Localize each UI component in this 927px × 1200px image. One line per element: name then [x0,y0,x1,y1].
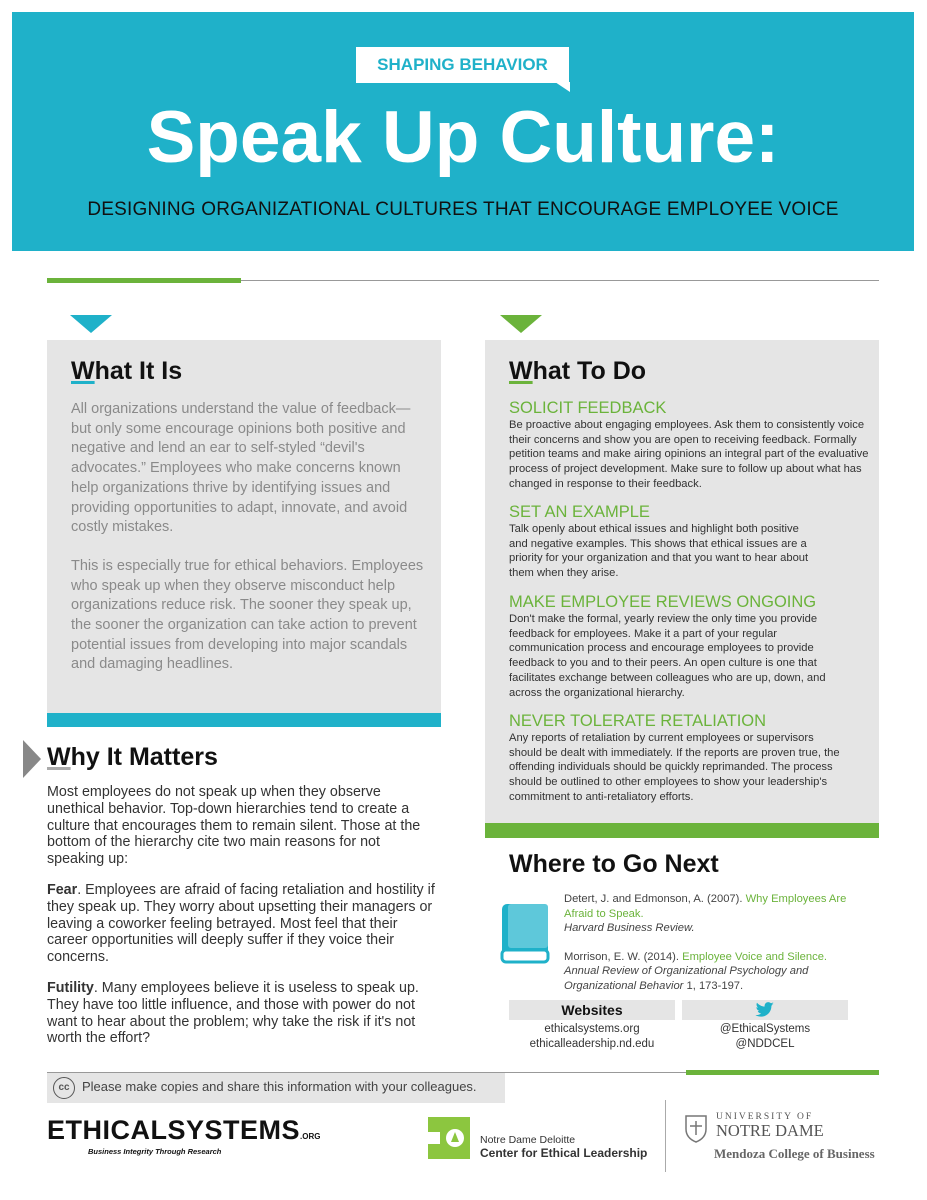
todo-heading: NEVER TOLERATE RETALIATION [509,712,767,730]
todo-body: Talk openly about ethical issues and highlight both positive and negative examples. This shows that ethical issues are a priority for your organization and that you want to hear about them when they arise. [509,523,809,580]
triangle-marker-blue [70,315,112,333]
todo-item [509,593,871,700]
what-it-is-heading: What It Is [71,357,183,385]
what-it-is-text [71,400,426,694]
todo-heading: SOLICIT FEEDBACK [509,399,667,417]
twitter-header [682,1000,848,1020]
university-shield-icon [685,1115,707,1143]
page-subtitle: DESIGNING ORGANIZATIONAL CULTURES THAT ENCOURAGE EMPLOYEE VOICE [87,199,839,220]
ethical-systems-logo: ETHICALSYSTEMS.ORG [47,1115,321,1145]
why-it-matters-text [47,784,439,1061]
arrow-marker [23,740,41,778]
university-line3: Mendoza College of Business [714,1146,875,1161]
paragraph: This is especially true for ethical behaviors. Employees who speak up when they observe misconduct help organizations reduce risk. The sooner they speak up, the sooner the organization can take action to prevent potential issues from developing into major scandals and damaging headlines. [71,557,424,673]
todo-body: Don't make the formal, yearly review the only time you provide feedback for employees. Make it a part of your regular communication process and encourage employees to provide feedback to you and to their peers. An open culture is one that facilitates exchange between colleagues who are up, down, and across the organizational hierarchy. [509,613,826,699]
creative-commons-icon: cc [53,1077,75,1099]
tag-tail [555,82,570,92]
reference-link[interactable]: Employee Voice and Silence. [682,950,828,963]
todo-heading: MAKE EMPLOYEE REVIEWS ONGOING [509,593,817,611]
book-icon [500,902,550,964]
divider-accent [686,1070,879,1075]
websites-list [509,1022,675,1051]
todo-item [509,712,871,805]
page-title: Speak Up Culture: [146,97,780,178]
twitter-list [682,1022,848,1051]
twitter-icon [755,1002,775,1018]
websites-label: Websites [509,1000,675,1020]
center-name-line2: Center for Ethical Leadership [480,1146,648,1160]
reference-1: Detert, J. and Edmonson, A. (2007). Why Employees Are Afraid to Speak. Harvard Business Review. [564,893,847,934]
twitter-handle[interactable]: @EthicalSystems [719,1023,811,1035]
why-it-matters-heading: Why It Matters [47,743,218,771]
ethical-systems-tagline: Business Integrity Through Research [88,1147,222,1156]
todo-body: Any reports of retaliation by current employees or supervisors should be dealt with immediately. If the reports are proven true, the offending individuals should be quickly reprimanded. The process should be outlined to other employees to show your leadership's commitment to anti-retaliatory efforts. [509,732,840,803]
triangle-marker-green [500,315,542,333]
center-name-line1: Notre Dame Deloitte [480,1134,576,1146]
panel-accent-bar [485,823,879,838]
divider-accent [47,278,241,283]
website-link[interactable]: ethicalsystems.org [544,1023,640,1035]
paragraph: Most employees do not speak up when they observe unethical behavior. Top-down hierarchies tend to create a culture that encourages them to remain silent. Those at the bottom of the hierarchy cite two main reasons for not speaking up: [47,784,421,868]
paragraph-futility: Futility. Many employees believe it is useless to speak up. They have too little influence, and those with power do not want to hear about the problem; why take the risk if it's not worth the effort? [47,979,419,1047]
logo-divider [665,1100,666,1172]
where-to-go-next-heading: Where to Go Next [509,850,719,878]
paragraph: All organizations understand the value of feedback—but only some encourage opinions both positive and negative and lend an ear to self-styled “devil's advocates.” Employees who make concerns known help organizations thrive by identifying issues and providing opportunities to adapt, innovate, and avoid costly mistakes. [71,401,411,536]
reference-2: Morrison, E. W. (2014). Employee Voice and Silence. Annual Review of Organizational Psychology and Organizational Behavior 1, 173-197. [564,950,828,992]
todo-item [509,503,871,581]
panel-accent-bar [47,713,441,727]
twitter-handle[interactable]: @NDDCEL [735,1037,795,1050]
todo-item [509,399,871,492]
todo-body: Be proactive about engaging employees. Ask them to consistently voice their concerns and show you are open to receiving feedback. Formally petition teams and make airing opinions an integral part of the evaluative process of project development. Make sure to follow up about what has changed in response to their feedback. [509,419,869,490]
paragraph-fear: Fear. Employees are afraid of facing retaliation and hostility if they speak up. They worry about upsetting their managers or leaving a coworker feeling betrayed. Most feel that their career opportunities will deeply suffer if they voice their concerns. [47,881,435,966]
website-link[interactable]: ethicalleadership.nd.edu [529,1037,655,1050]
leadership-mark-icon [428,1117,470,1159]
section-tag: SHAPING BEHAVIOR [356,47,569,83]
share-notice-text: Please make copies and share this information with your colleagues. [82,1079,477,1094]
reference-link[interactable]: Why Employees Are Afraid to Speak. [564,893,847,920]
university-line1: UNIVERSITY OF [716,1112,814,1122]
university-line2: NOTRE DAME [716,1121,824,1140]
todo-heading: SET AN EXAMPLE [509,503,650,521]
what-to-do-heading: What To Do [509,357,647,385]
reference-list [564,892,864,1007]
center-logo-icon [428,1117,470,1159]
